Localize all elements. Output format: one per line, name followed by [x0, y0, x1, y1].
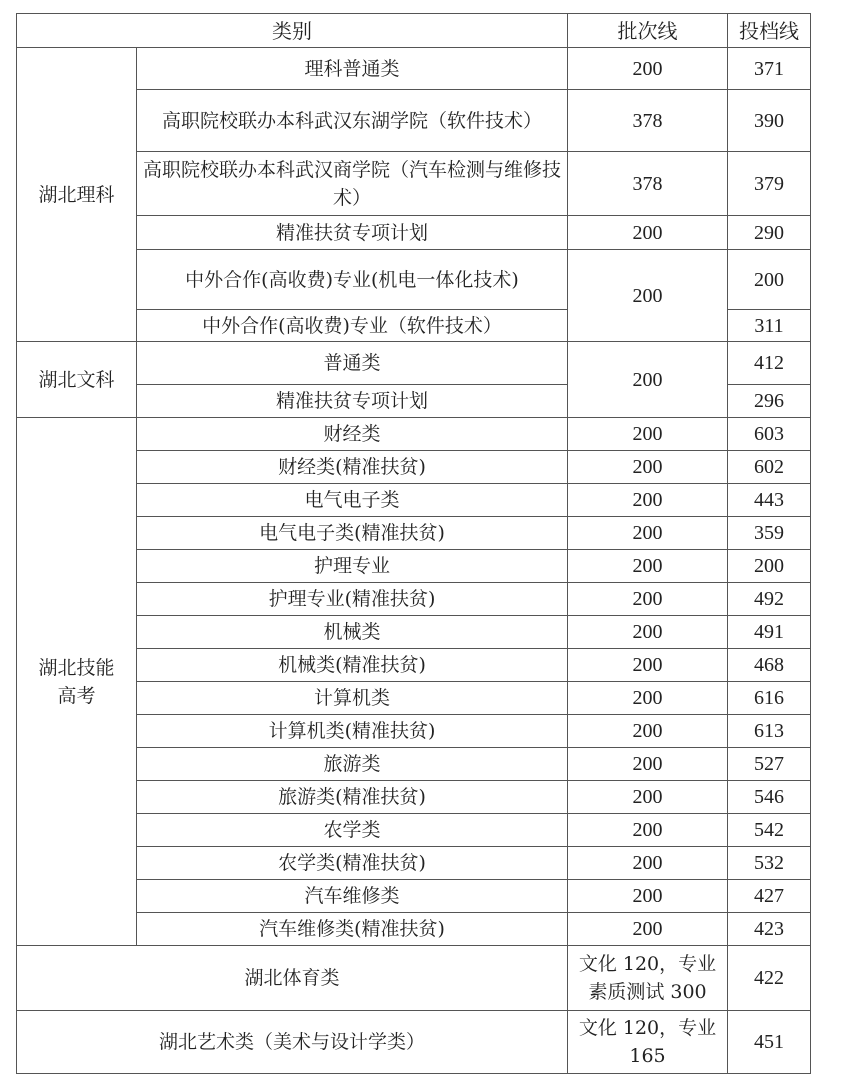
- admission-score: 423: [728, 913, 811, 946]
- category-name: 汽车维修类: [137, 880, 568, 913]
- category-name: 机械类: [137, 616, 568, 649]
- group-label-hubei-art: 湖北艺术类（美术与设计学类）: [17, 1011, 568, 1074]
- table-row: [17, 880, 811, 913]
- batch-line: 200: [568, 484, 728, 517]
- admission-score: 468: [728, 649, 811, 682]
- table-row: [17, 342, 811, 385]
- table-row: [17, 48, 811, 90]
- admission-score: 200: [728, 250, 811, 310]
- batch-line: 200: [568, 342, 728, 418]
- table-row: [17, 418, 811, 451]
- admission-score: 546: [728, 781, 811, 814]
- batch-line: 200: [568, 451, 728, 484]
- category-name: 电气电子类: [137, 484, 568, 517]
- category-name: 计算机类: [137, 682, 568, 715]
- table-row: [17, 517, 811, 550]
- category-name: 护理专业: [137, 550, 568, 583]
- table-row: [17, 682, 811, 715]
- group-label-hubei-science: 湖北理科: [17, 48, 137, 342]
- batch-line: 200: [568, 880, 728, 913]
- table-row: [17, 649, 811, 682]
- admission-score: 616: [728, 682, 811, 715]
- category-name: 中外合作(高收费)专业（软件技术）: [137, 310, 568, 342]
- admission-score: 390: [728, 90, 811, 152]
- category-name: 理科普通类: [137, 48, 568, 90]
- batch-line: 文化 120，专业 165: [568, 1011, 728, 1074]
- table-row: [17, 250, 811, 310]
- group-label-hubei-sports: 湖北体育类: [17, 946, 568, 1011]
- admission-score: 311: [728, 310, 811, 342]
- admission-score: 371: [728, 48, 811, 90]
- admission-score-table: [16, 13, 811, 1074]
- admission-score: 379: [728, 152, 811, 216]
- table-row: [17, 1011, 811, 1074]
- batch-line: 文化 120，专业素质测试 300: [568, 946, 728, 1011]
- admission-score: 443: [728, 484, 811, 517]
- group-label-hubei-vocational: 湖北技能高考: [17, 418, 137, 946]
- table-row: [17, 583, 811, 616]
- batch-line: 200: [568, 913, 728, 946]
- batch-line: 200: [568, 216, 728, 250]
- batch-line: 200: [568, 748, 728, 781]
- category-name: 财经类: [137, 418, 568, 451]
- category-name: 机械类(精准扶贫): [137, 649, 568, 682]
- category-name: 汽车维修类(精准扶贫): [137, 913, 568, 946]
- category-name: 中外合作(高收费)专业(机电一体化技术): [137, 250, 568, 310]
- table-row: [17, 913, 811, 946]
- admission-score: 602: [728, 451, 811, 484]
- batch-line: 200: [568, 583, 728, 616]
- table-row: [17, 715, 811, 748]
- admission-score: 422: [728, 946, 811, 1011]
- batch-line: 378: [568, 90, 728, 152]
- batch-line: 200: [568, 48, 728, 90]
- admission-score: 542: [728, 814, 811, 847]
- table-row: [17, 451, 811, 484]
- table-row: [17, 484, 811, 517]
- category-name: 精准扶贫专项计划: [137, 385, 568, 418]
- admission-score: 296: [728, 385, 811, 418]
- header-row: [17, 14, 811, 48]
- table-row: [17, 152, 811, 216]
- table-row: [17, 814, 811, 847]
- batch-line: 200: [568, 649, 728, 682]
- table-row: [17, 946, 811, 1011]
- table-row: [17, 748, 811, 781]
- category-name: 旅游类(精准扶贫): [137, 781, 568, 814]
- batch-line: 200: [568, 715, 728, 748]
- table-row: [17, 781, 811, 814]
- admission-score: 359: [728, 517, 811, 550]
- header-admission-line: 投档线: [728, 14, 811, 48]
- admission-score: 527: [728, 748, 811, 781]
- table-row: [17, 550, 811, 583]
- batch-line: 200: [568, 418, 728, 451]
- admission-score: 290: [728, 216, 811, 250]
- category-name: 高职院校联办本科武汉东湖学院（软件技术）: [137, 90, 568, 152]
- batch-line: 200: [568, 616, 728, 649]
- header-category: 类别: [17, 14, 568, 48]
- batch-line: 200: [568, 550, 728, 583]
- batch-line: 200: [568, 814, 728, 847]
- group-label-hubei-arts: 湖北文科: [17, 342, 137, 418]
- admission-score: 412: [728, 342, 811, 385]
- table-row: [17, 616, 811, 649]
- batch-line: 200: [568, 781, 728, 814]
- header-batch-line: 批次线: [568, 14, 728, 48]
- admission-score: 451: [728, 1011, 811, 1074]
- category-name: 旅游类: [137, 748, 568, 781]
- admission-score: 200: [728, 550, 811, 583]
- category-name: 农学类(精准扶贫): [137, 847, 568, 880]
- batch-line: 378: [568, 152, 728, 216]
- admission-score: 427: [728, 880, 811, 913]
- category-name: 农学类: [137, 814, 568, 847]
- admission-score: 491: [728, 616, 811, 649]
- category-name: 精准扶贫专项计划: [137, 216, 568, 250]
- batch-line: 200: [568, 250, 728, 342]
- category-name: 护理专业(精准扶贫): [137, 583, 568, 616]
- category-name: 普通类: [137, 342, 568, 385]
- table-row: [17, 90, 811, 152]
- table-row: [17, 847, 811, 880]
- admission-score: 603: [728, 418, 811, 451]
- batch-line: 200: [568, 517, 728, 550]
- admission-score: 613: [728, 715, 811, 748]
- category-name: 高职院校联办本科武汉商学院（汽车检测与维修技术）: [137, 152, 568, 216]
- admission-score: 532: [728, 847, 811, 880]
- category-name: 电气电子类(精准扶贫): [137, 517, 568, 550]
- admission-score: 492: [728, 583, 811, 616]
- category-name: 计算机类(精准扶贫): [137, 715, 568, 748]
- batch-line: 200: [568, 682, 728, 715]
- batch-line: 200: [568, 847, 728, 880]
- table-row: [17, 216, 811, 250]
- category-name: 财经类(精准扶贫): [137, 451, 568, 484]
